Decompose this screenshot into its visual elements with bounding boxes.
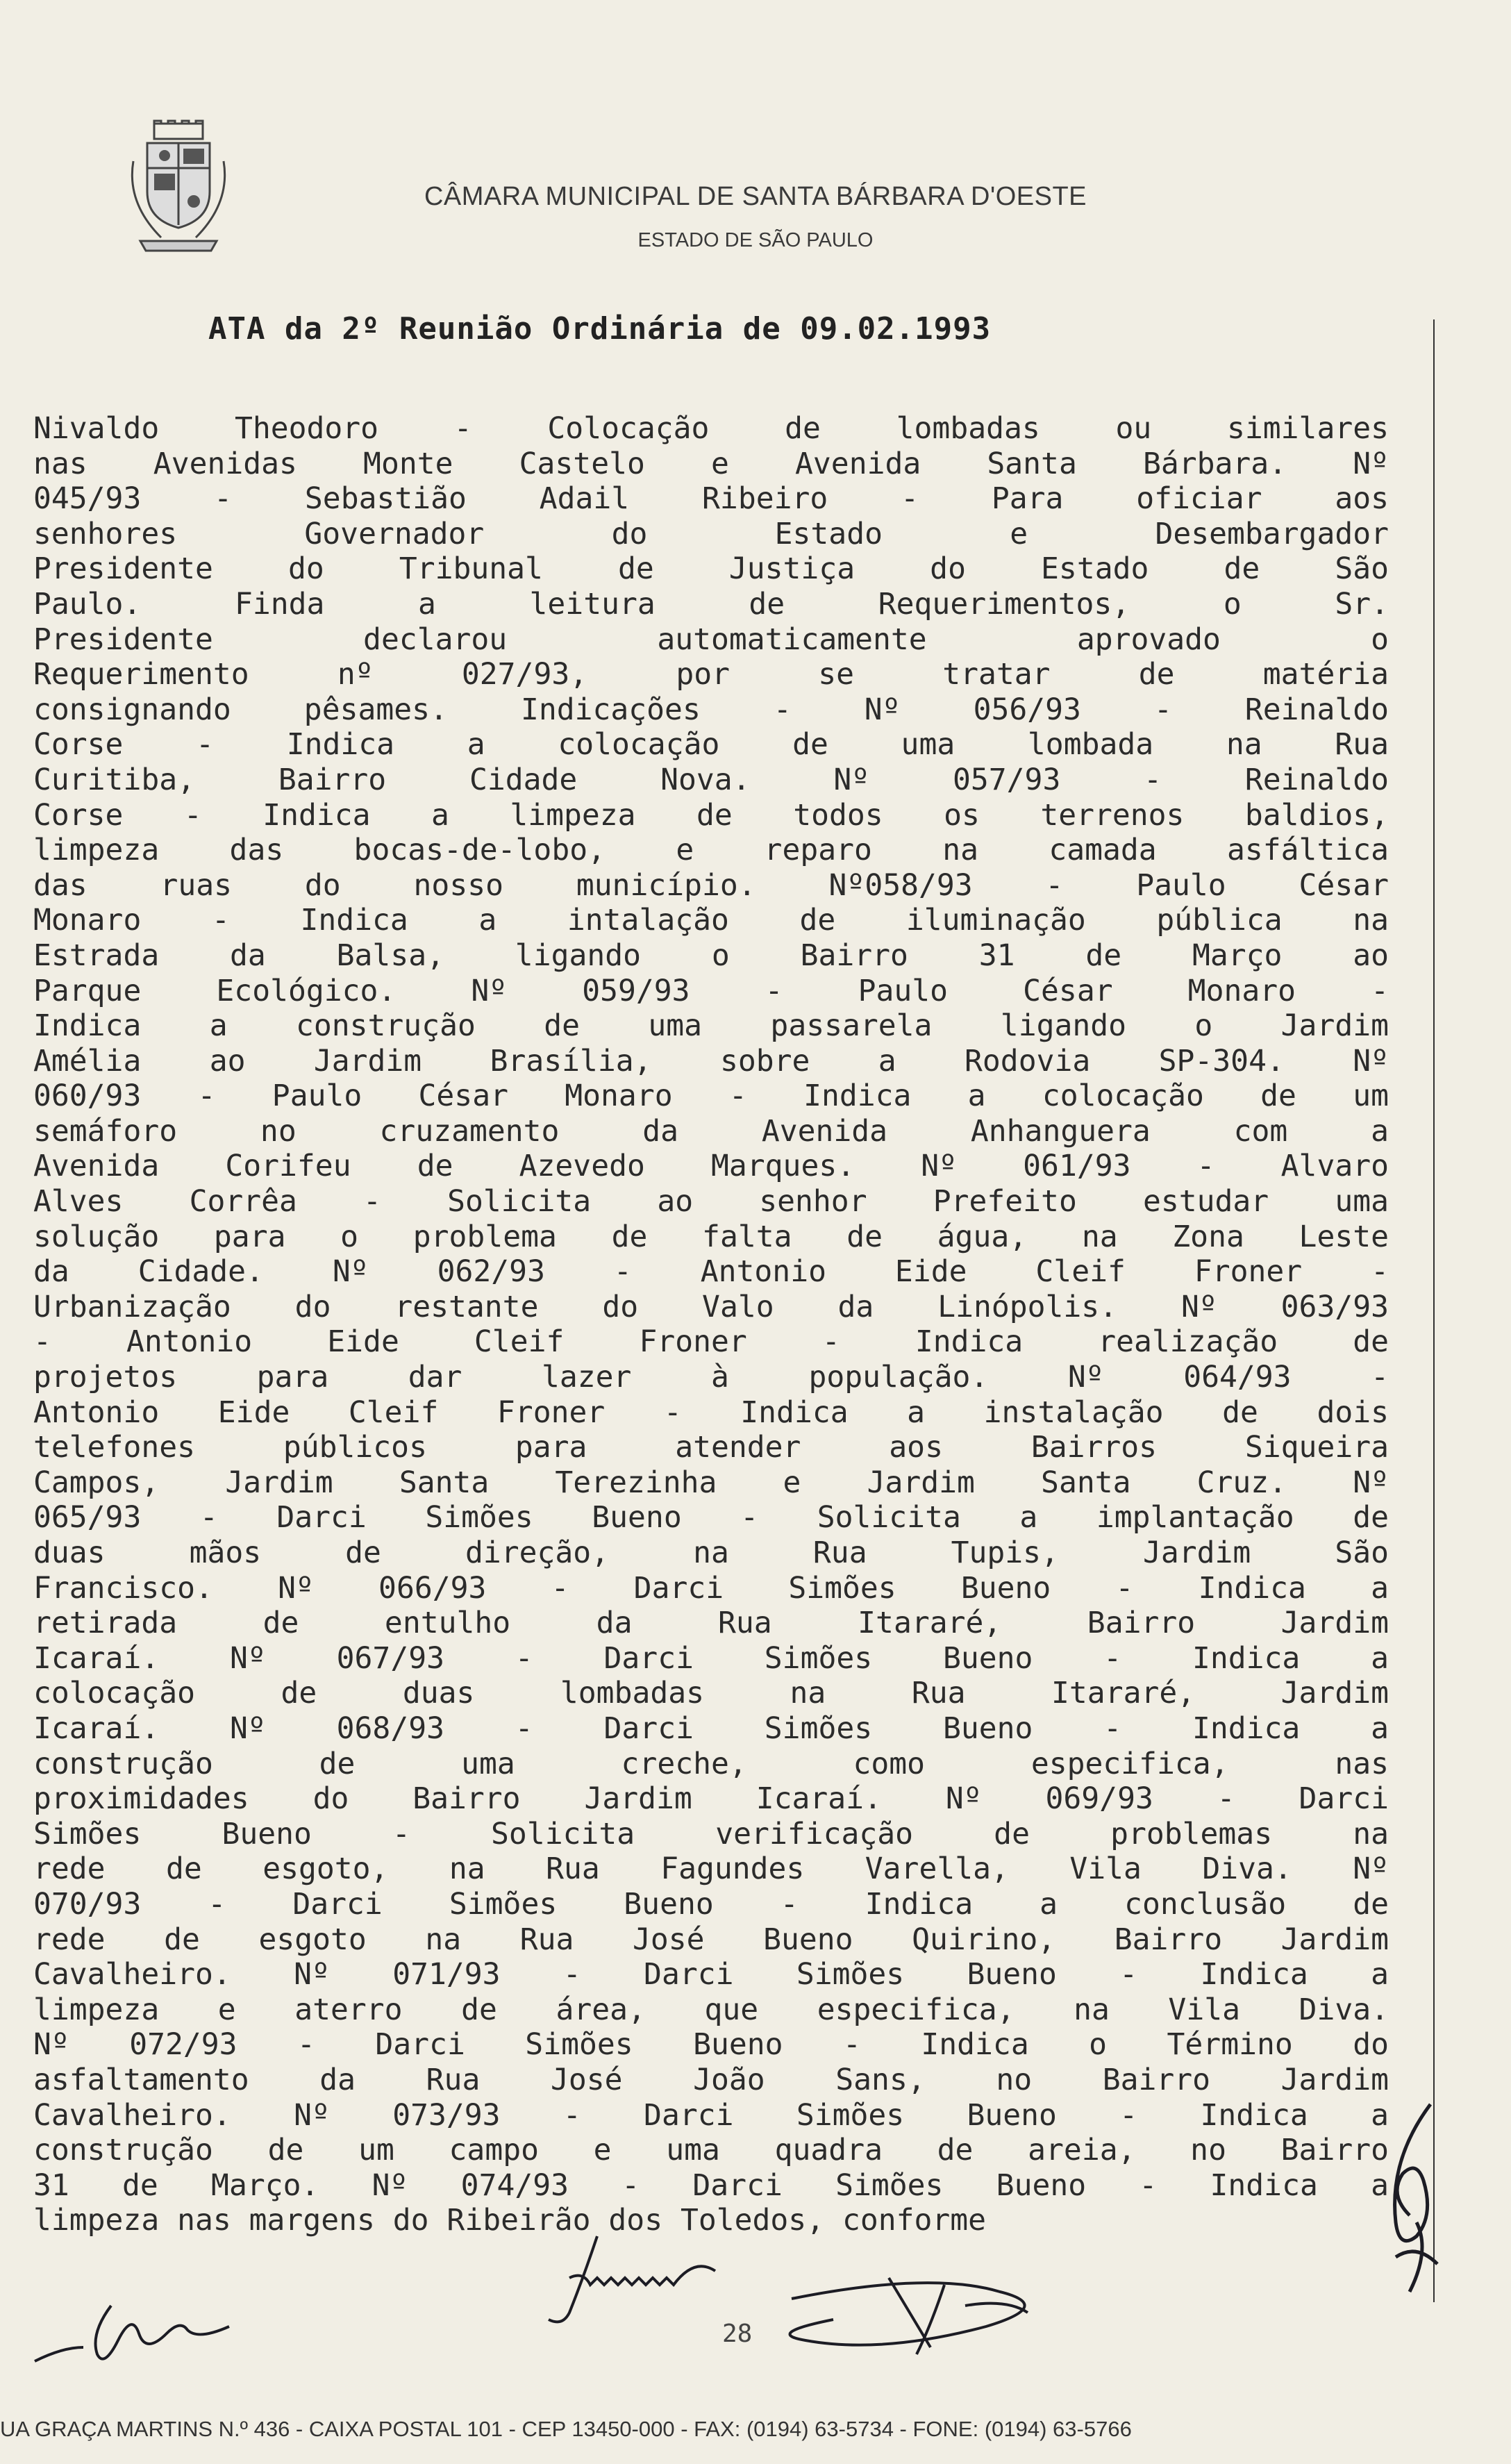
text-line: Urbanização do restante do Valo da Linópolis. Nº 063/93	[33, 1289, 1389, 1324]
text-line: 065/93 - Darci Simões Bueno - Solicita a implantação de	[33, 1500, 1389, 1535]
text-line: Curitiba, Bairro Cidade Nova. Nº 057/93 - Reinaldo	[33, 762, 1389, 797]
footer-address: UA GRAÇA MARTINS N.º 436 - CAIXA POSTAL 101 - CEP 13450-000 - FAX: (0194) 63-5734 - FONE: (0194) 63-5766	[0, 2417, 1132, 2441]
text-line: proximidades do Bairro Jardim Icaraí. Nº 069/93 - Darci	[33, 1781, 1389, 1817]
chamber-name: CÂMARA MUNICIPAL DE SANTA BÁRBARA D'OESTE	[424, 182, 1087, 211]
text-line: da Cidade. Nº 062/93 - Antonio Eide Cleif Froner -	[33, 1254, 1389, 1290]
text-line: Presidente declarou automaticamente aprovado o	[33, 622, 1389, 657]
text-line: rede de esgoto na Rua José Bueno Quirino, Bairro Jardim	[33, 1922, 1389, 1957]
text-line: 060/93 - Paulo César Monaro - Indica a colocação de um	[33, 1079, 1389, 1114]
text-line: limpeza das bocas-de-lobo, e reparo na camada asfáltica	[33, 833, 1389, 868]
text-line: construção de um campo e uma quadra de areia, no Bairro	[33, 2133, 1389, 2168]
text-line: solução para o problema de falta de água, na Zona Leste	[33, 1219, 1389, 1254]
text-line: senhores Governador do Estado e Desembargador	[33, 516, 1389, 551]
text-line: 045/93 - Sebastião Adail Ribeiro - Para oficiar aos	[33, 481, 1389, 517]
text-line: construção de uma creche, como especifica, nas	[33, 1746, 1389, 1781]
text-line: Campos, Jardim Santa Terezinha e Jardim Santa Cruz. Nº	[33, 1465, 1389, 1500]
text-line: Nº 072/93 - Darci Simões Bueno - Indica o Término do	[33, 2027, 1389, 2063]
text-line: asfaltamento da Rua José João Sans, no Bairro Jardim	[33, 2062, 1389, 2097]
text-line: Presidente do Tribunal de Justiça do Estado de São	[33, 551, 1389, 587]
text-line: nas Avenidas Monte Castelo e Avenida Santa Bárbara. Nº	[33, 446, 1389, 481]
text-line: 31 de Março. Nº 074/93 - Darci Simões Bueno - Indica a	[33, 2167, 1389, 2203]
text-line: - Antonio Eide Cleif Froner - Indica realização de	[33, 1324, 1389, 1360]
text-line: Amélia ao Jardim Brasília, sobre a Rodovia SP-304. Nº	[33, 1043, 1389, 1079]
text-line: Estrada da Balsa, ligando o Bairro 31 de Março ao	[33, 938, 1389, 973]
text-line: das ruas do nosso município. Nº058/93 - Paulo César	[33, 867, 1389, 903]
text-line: limpeza e aterro de área, que especifica, na Vila Diva.	[33, 1992, 1389, 2027]
text-line: Corse - Indica a limpeza de todos os terrenos baldios,	[33, 797, 1389, 833]
text-line: telefones públicos para atender aos Bairros Siqueira	[33, 1430, 1389, 1465]
text-line: Parque Ecológico. Nº 059/93 - Paulo César Monaro -	[33, 973, 1389, 1008]
page-number: 28	[722, 2320, 753, 2348]
margin-rule	[1433, 319, 1435, 2302]
text-line: Nivaldo Theodoro - Colocação de lombadas ou similares	[33, 411, 1389, 446]
text-line: Corse - Indica a colocação de uma lombada na Rua	[33, 727, 1389, 763]
signature-center	[542, 2229, 764, 2333]
text-line: Francisco. Nº 066/93 - Darci Simões Bueno - Indica a	[33, 1570, 1389, 1606]
text-line: Cavalheiro. Nº 073/93 - Darci Simões Bueno - Indica a	[33, 2097, 1389, 2133]
minutes-title: ATA da 2º Reunião Ordinária de 09.02.1993	[208, 311, 992, 347]
text-line: semáforo no cruzamento da Avenida Anhanguera com a	[33, 1113, 1389, 1149]
signature-initials-left	[28, 2285, 257, 2368]
text-line: Alves Corrêa - Solicita ao senhor Prefeito estudar uma	[33, 1184, 1389, 1219]
text-line: Paulo. Finda a leitura de Requerimentos, o Sr.	[33, 586, 1389, 622]
text-line: duas mãos de direção, na Rua Tupis, Jardim São	[33, 1535, 1389, 1570]
signature-right	[785, 2271, 1132, 2361]
text-line: colocação de duas lombadas na Rua Itararé, Jardim	[33, 1676, 1389, 1711]
text-line: retirada de entulho da Rua Itararé, Bairro Jardim	[33, 1606, 1389, 1641]
text-line: Avenida Corifeu de Azevedo Marques. Nº 061/93 - Alvaro	[33, 1149, 1389, 1184]
text-line: consignando pêsames. Indicações - Nº 056/93 - Reinaldo	[33, 692, 1389, 727]
text-line: rede de esgoto, na Rua Fagundes Varella, Vila Diva. Nº	[33, 1851, 1389, 1887]
minutes-body	[33, 411, 1389, 2238]
text-line: Monaro - Indica a intalação de iluminação pública na	[33, 903, 1389, 938]
text-line: projetos para dar lazer à população. Nº 064/93 -	[33, 1360, 1389, 1395]
text-line: Antonio Eide Cleif Froner - Indica a instalação de dois	[33, 1395, 1389, 1430]
text-line: Simões Bueno - Solicita verificação de problemas na	[33, 1816, 1389, 1851]
state-name: ESTADO DE SÃO PAULO	[637, 229, 874, 251]
text-line: Icaraí. Nº 067/93 - Darci Simões Bueno - Indica a	[33, 1640, 1389, 1676]
text-line: Requerimento nº 027/93, por se tratar de matéria	[33, 657, 1389, 692]
text-line: Indica a construção de uma passarela ligando o Jardim	[33, 1008, 1389, 1044]
text-line: 070/93 - Darci Simões Bueno - Indica a conclusão de	[33, 1886, 1389, 1922]
text-line: limpeza nas margens do Ribeirão dos Toledos, conforme	[33, 2203, 987, 2238]
text-line: Cavalheiro. Nº 071/93 - Darci Simões Bueno - Indica a	[33, 1957, 1389, 1992]
text-line: Icaraí. Nº 068/93 - Darci Simões Bueno - Indica a	[33, 1710, 1389, 1746]
